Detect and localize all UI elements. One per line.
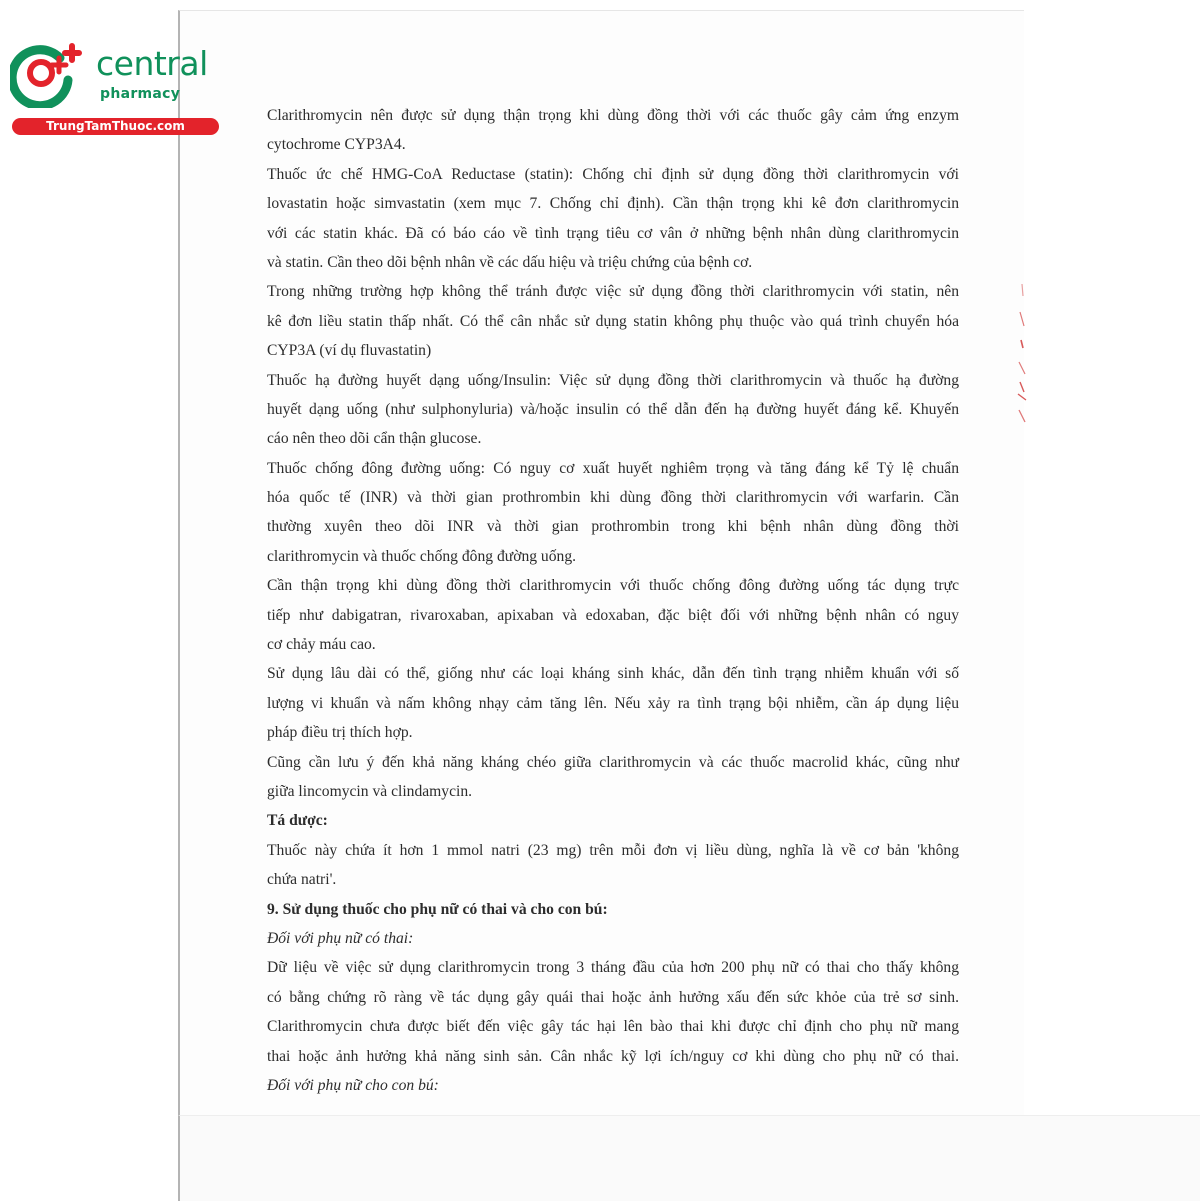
text-line: Cần thận trọng khi dùng đồng thời clarithromycin với thuốc chống đông đường uống tác dụng trực bbox=[267, 577, 959, 595]
text-line: clarithromycin và thuốc chống đông đường uống. bbox=[267, 547, 577, 565]
section-heading: Tá dược: bbox=[267, 812, 328, 830]
subsection-heading: Đối với phụ nữ cho con bú: bbox=[267, 1076, 439, 1094]
text-line: thai hoặc ảnh hưởng khả năng sinh sản. Cân nhắc kỹ lợi ích/nguy cơ khi dùng cho phụ nữ có thai. bbox=[267, 1047, 959, 1065]
text-line: cáo nên theo dõi cẩn thận glucose. bbox=[267, 430, 482, 448]
brand-url[interactable]: TrungTamThuoc.com bbox=[12, 118, 219, 135]
text-line: lovastatin hoặc simvastatin (xem mục 7. Chống chỉ định). Cần thận trọng khi kê đơn clarithromycin bbox=[267, 195, 959, 213]
text-line: chứa natri'. bbox=[267, 871, 337, 889]
page-margin-right bbox=[1024, 10, 1200, 1115]
text-line: Trong những trường hợp không thể tránh được việc sử dụng đồng thời clarithromycin với statin, nên bbox=[267, 283, 959, 301]
text-line: Thuốc ức chế HMG-CoA Reductase (statin): Chống chỉ định sử dụng đồng thời clarithromycin với bbox=[267, 165, 959, 183]
text-line: CYP3A (ví dụ fluvastatin) bbox=[267, 342, 432, 360]
document-body bbox=[267, 101, 959, 1100]
pharmacy-cross-logo-icon bbox=[10, 38, 90, 108]
text-line: huyết dạng uống (như sulphonyluria) và/hoặc insulin có thể dẫn đến hạ đường huyết đáng kể. Khuyến bbox=[267, 400, 959, 418]
text-line: cytochrome CYP3A4. bbox=[267, 136, 406, 154]
text-line: lượng vi khuẩn và nấm không nhạy cảm tăng lên. Nếu xảy ra tình trạng bội nhiễm, cần áp dụng liệu bbox=[267, 694, 959, 712]
red-stamp-mark-icon bbox=[1014, 282, 1030, 427]
text-line: thường xuyên theo dõi INR và thời gian prothrombin trong khi bệnh nhân dùng đồng thời bbox=[267, 518, 959, 536]
text-line: pháp điều trị thích hợp. bbox=[267, 724, 413, 742]
brand-subtitle: pharmacy bbox=[100, 86, 181, 102]
text-line: Thuốc chống đông đường uống: Có nguy cơ xuất huyết nghiêm trọng và tăng đáng kể Tỷ lệ chuẩn bbox=[267, 459, 959, 477]
text-line: giữa lincomycin và clindamycin. bbox=[267, 782, 473, 800]
text-line: và statin. Cần theo dõi bệnh nhân về các dấu hiệu và triệu chứng của bệnh cơ. bbox=[267, 253, 753, 271]
text-line: có bằng chứng rõ ràng về tác dụng gây quái thai hoặc ảnh hưởng xấu đến sức khỏe của trẻ sơ sinh. bbox=[267, 988, 959, 1006]
text-line: Cũng cần lưu ý đến khả năng kháng chéo giữa clarithromycin và các thuốc macrolid khác, cũng như bbox=[267, 753, 959, 771]
text-line: kê đơn liều statin thấp nhất. Có thể cân nhắc sử dụng statin không phụ thuộc vào quá trình chuyển hóa bbox=[267, 312, 959, 330]
text-line: tiếp như dabigatran, rivaroxaban, apixaban và edoxaban, đặc biệt đối với những bệnh nhân có nguy bbox=[267, 606, 959, 624]
central-pharmacy-logo[interactable] bbox=[10, 38, 215, 138]
text-line: Clarithromycin nên được sử dụng thận trọng khi dùng đồng thời với các thuốc gây cảm ứng enzym bbox=[267, 107, 959, 124]
text-line: Thuốc hạ đường huyết dạng uống/Insulin: Việc sử dụng đồng thời clarithromycin và thuốc hạ đường bbox=[267, 371, 959, 389]
next-page-edge bbox=[178, 1115, 1200, 1201]
subsection-heading: Đối với phụ nữ có thai: bbox=[267, 929, 414, 947]
text-line: với các statin khác. Đã có báo cáo về tình trạng tiêu cơ vân ở những bệnh nhân dùng clarithromycin bbox=[267, 224, 959, 242]
text-line: Thuốc này chứa ít hơn 1 mmol natri (23 mg) trên mỗi đơn vị liều dùng, nghĩa là về cơ bản 'không bbox=[267, 841, 959, 859]
text-line: hóa quốc tế (INR) và thời gian prothrombin khi dùng đồng thời clarithromycin với warfarin. Cần bbox=[267, 489, 959, 507]
text-line: Clarithromycin chưa được biết đến việc gây tác hại lên bào thai khi được chỉ định cho phụ nữ mang bbox=[267, 1018, 959, 1036]
text-line: Sử dụng lâu dài có thể, giống như các loại kháng sinh khác, dẫn đến tình trạng nhiễm khuẩn với số bbox=[267, 665, 959, 683]
text-line: cơ chảy máu cao. bbox=[267, 636, 376, 654]
brand-name: central bbox=[96, 44, 208, 83]
text-line: Dữ liệu về việc sử dụng clarithromycin trong 3 tháng đầu của hơn 200 phụ nữ có thai cho thấy không bbox=[267, 959, 959, 977]
section-heading: 9. Sử dụng thuốc cho phụ nữ có thai và cho con bú: bbox=[267, 900, 608, 918]
